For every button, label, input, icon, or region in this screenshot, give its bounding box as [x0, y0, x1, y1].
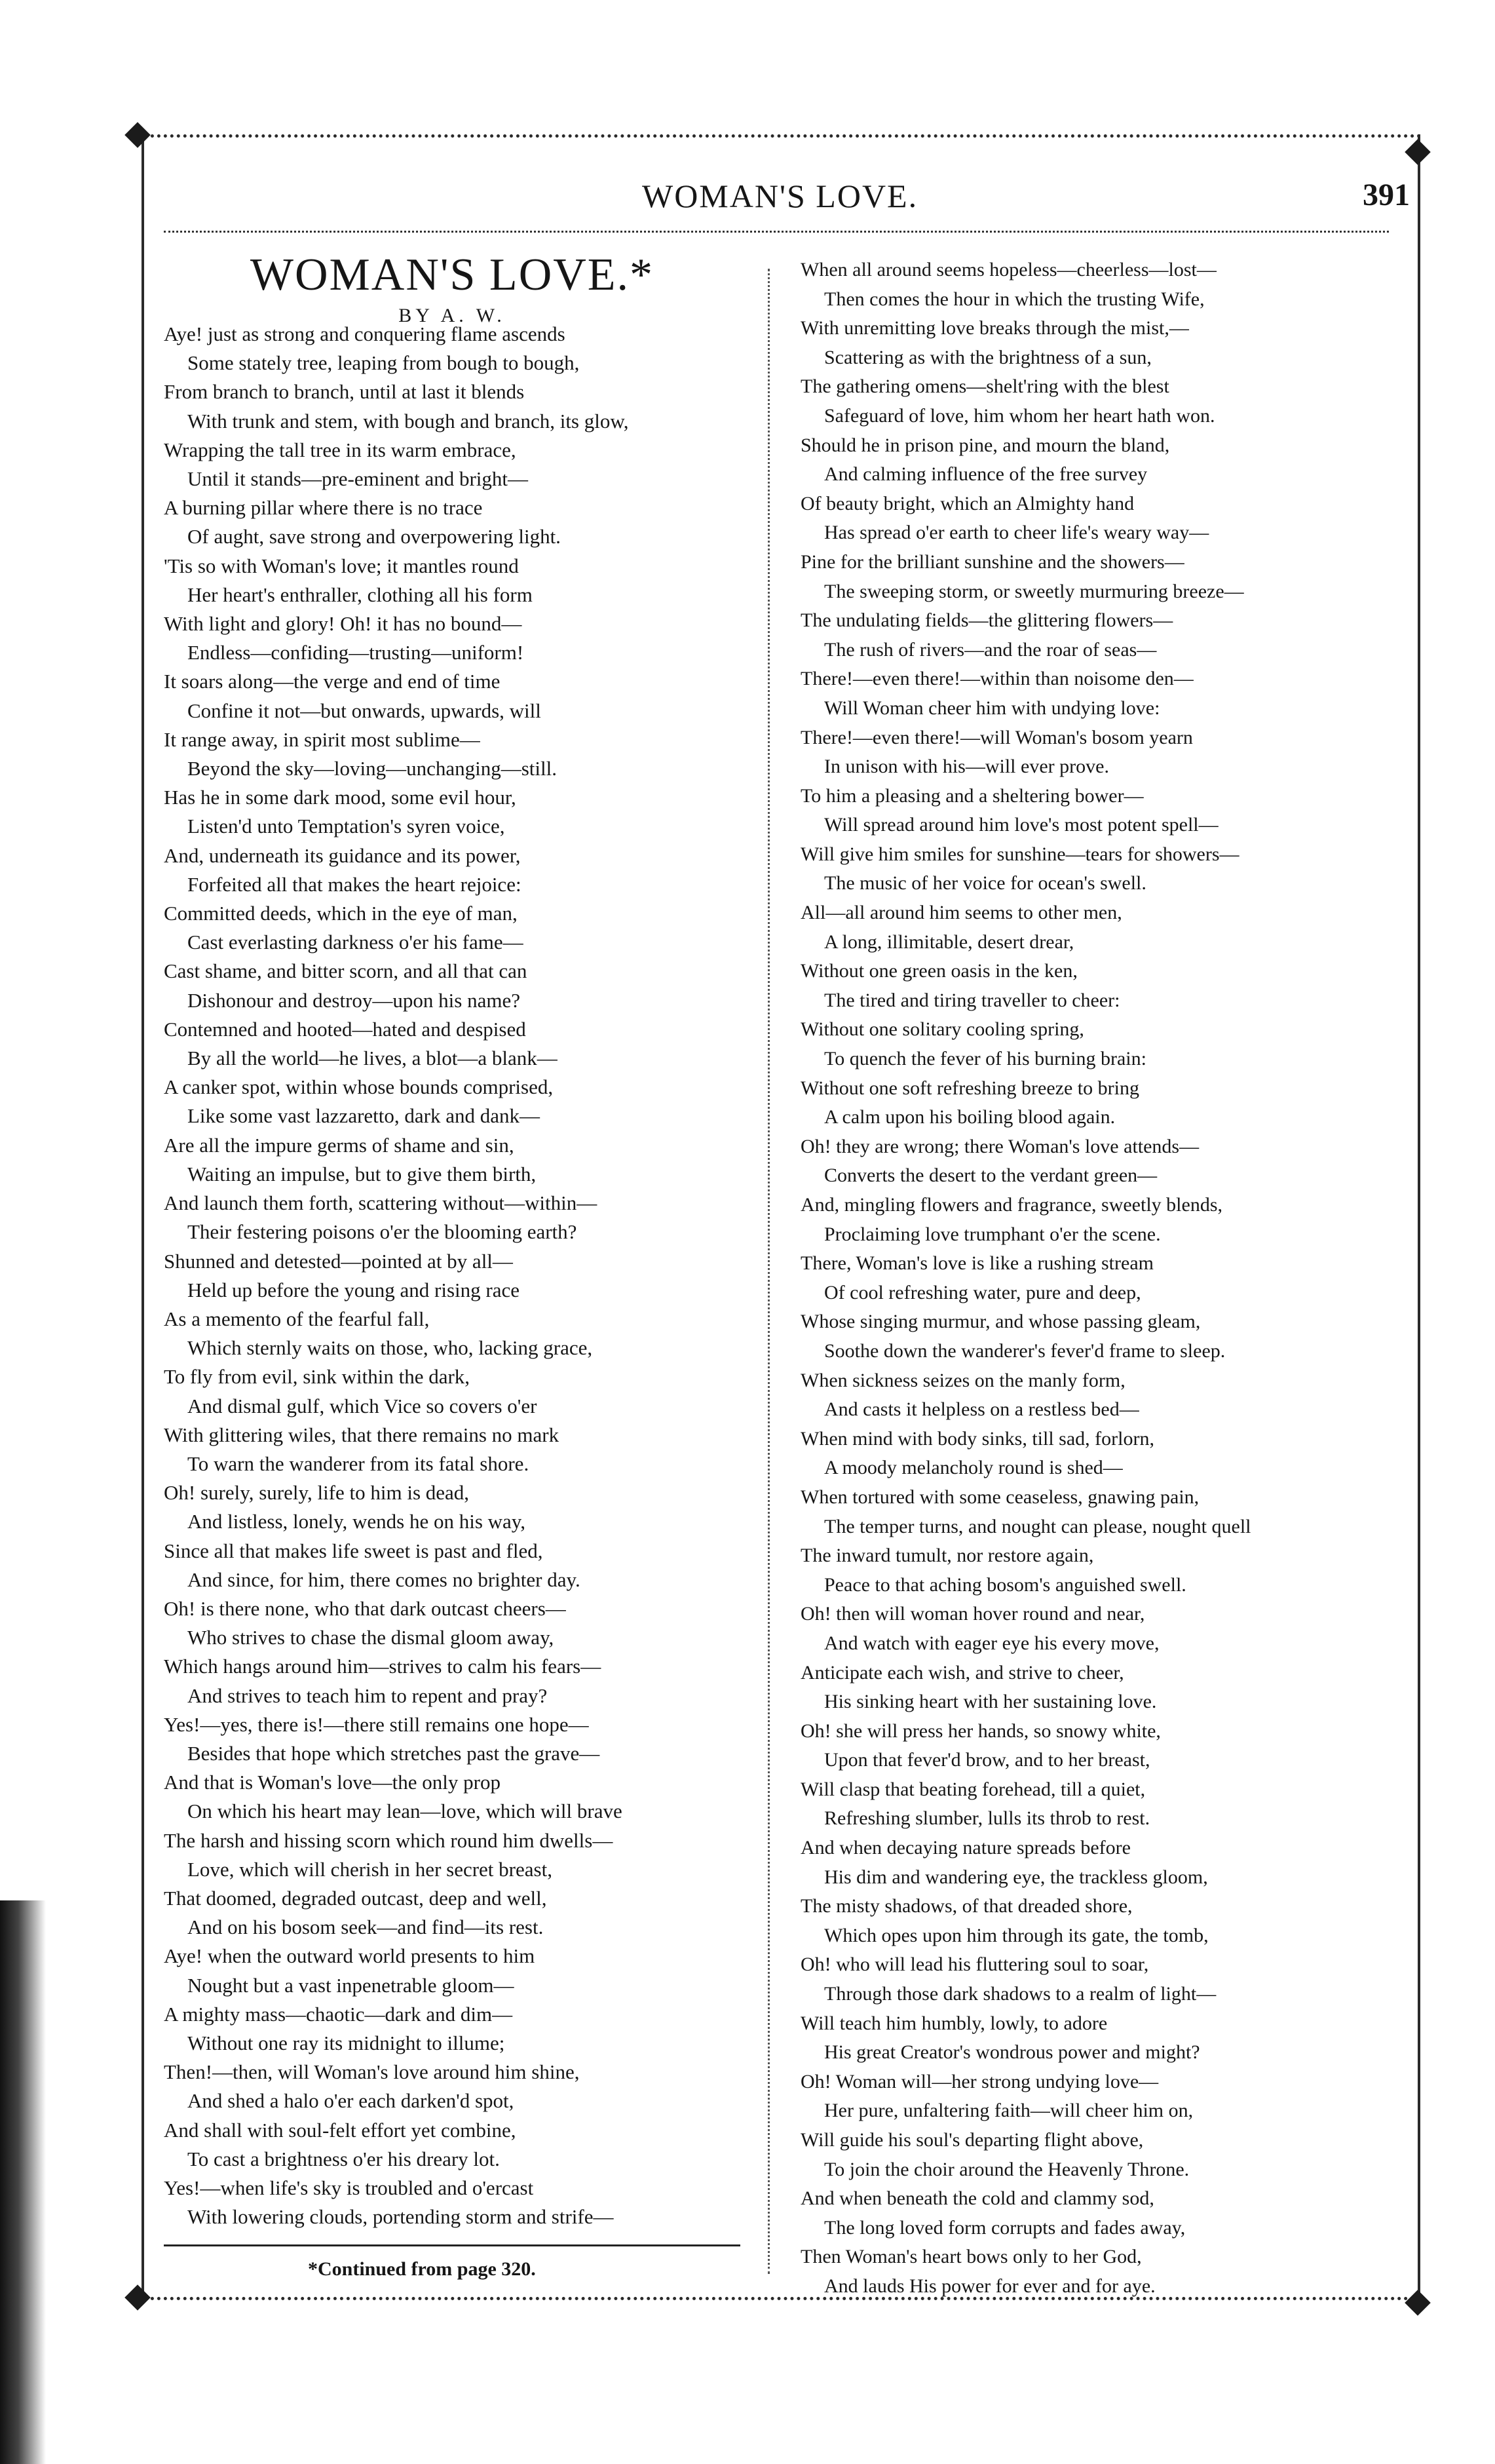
poem-line: Confine it not—but onwards, upwards, will — [187, 699, 541, 722]
poem-line: Dishonour and destroy—upon his name? — [187, 988, 520, 1012]
poem-line: It range away, in spirit most sublime— — [164, 727, 480, 751]
poem-line: A burning pillar where there is no trace — [164, 496, 483, 520]
poem-line: With trunk and stem, with bough and branch, its glow, — [187, 409, 629, 433]
poem-line: To cast a brightness o'er his dreary lot. — [187, 2147, 500, 2170]
poem-line: Safeguard of love, him whom her heart hath won. — [824, 404, 1215, 427]
poem-line: And strives to teach him to repent and pray? — [187, 1684, 548, 1707]
poem-line: Oh! they are wrong; there Woman's love attends— — [801, 1135, 1200, 1157]
page-number: 391 — [1363, 178, 1410, 212]
poem-line: Of aught, save strong and overpowering light. — [187, 525, 561, 549]
poem-line: To warn the wanderer from its fatal shore. — [187, 1452, 529, 1475]
poem-line: It soars along—the verge and end of time — [164, 670, 501, 693]
poem-line: By all the world—he lives, a blot—a blank— — [187, 1047, 558, 1070]
corner-ornament-icon — [1405, 139, 1431, 165]
poem-line: Aye! when the outward world presents to him — [164, 1944, 535, 1968]
poem-line: And launch them forth, scattering without—within— — [164, 1191, 597, 1215]
poem-line: The music of her voice for ocean's swell. — [824, 872, 1146, 895]
poem-line: And shall with soul-felt effort yet combine, — [164, 2118, 516, 2142]
scan-edge-shadow — [0, 1900, 46, 2464]
poem-line: With glittering wiles, that there remains no mark — [164, 1423, 559, 1446]
poem-line: Of beauty bright, which an Almighty hand — [801, 492, 1135, 514]
poem-line: Yes!—yes, there is!—there still remains one hope— — [164, 1712, 589, 1736]
poem-left-column — [164, 320, 753, 2231]
poem-line: On which his heart may lean—love, which will brave — [187, 1800, 622, 1823]
poem-line: Has he in some dark mood, some evil hour, — [164, 786, 516, 809]
poem-line: Will Woman cheer him with undying love: — [824, 697, 1160, 719]
poem-line: His dim and wandering eye, the trackless gloom, — [824, 1866, 1208, 1888]
poem-line: Will clasp that beating forehead, till a quiet, — [801, 1778, 1146, 1800]
poem-line: And, underneath its guidance and its power, — [164, 843, 521, 867]
poem-line: His sinking heart with her sustaining love. — [824, 1691, 1157, 1713]
poem-line: And on his bosom seek—and find—its rest. — [187, 1915, 544, 1939]
poem-line: Yes!—when life's sky is troubled and o'ercast — [164, 2176, 534, 2199]
poem-line: And lauds His power for ever and for aye. — [824, 2275, 1156, 2297]
poem-line: A long, illimitable, desert drear, — [824, 931, 1074, 953]
poem-line: There!—even there!—will Woman's bosom yearn — [801, 726, 1193, 748]
poem-line: The harsh and hissing scorn which round him dwells— — [164, 1828, 613, 1852]
poem-line: Proclaiming love trumphant o'er the scene. — [824, 1223, 1161, 1245]
poem-line: Like some vast lazzaretto, dark and dank— — [187, 1104, 540, 1128]
poem-right-column — [801, 256, 1403, 2301]
poem-line: Their festering poisons o'er the blooming earth? — [187, 1220, 577, 1244]
poem-line: Then comes the hour in which the trusting Wife, — [824, 288, 1205, 310]
poem-line: Oh! Woman will—her strong undying love— — [801, 2070, 1159, 2092]
poem-line: Shunned and detested—pointed at by all— — [164, 1249, 513, 1273]
poem-line: And calming influence of the free survey — [824, 463, 1148, 486]
article-title: WOMAN'S LOVE.* — [250, 250, 654, 300]
poem-line: Who strives to chase the dismal gloom away, — [187, 1626, 554, 1649]
column-divider — [768, 269, 770, 2274]
poem-line: Anticipate each wish, and strive to cheer, — [801, 1661, 1124, 1684]
corner-ornament-icon — [1405, 2290, 1431, 2316]
poem-line: From branch to branch, until at last it blends — [164, 380, 525, 404]
poem-line: Will guide his soul's departing flight above, — [801, 2129, 1144, 2151]
poem-line: A mighty mass—chaotic—dark and dim— — [164, 2002, 513, 2026]
header-rule — [164, 231, 1389, 233]
poem-line: A calm upon his boiling blood again. — [824, 1106, 1116, 1128]
poem-line: Besides that hope which stretches past the grave— — [187, 1741, 600, 1765]
poem-line: Scattering as with the brightness of a sun, — [824, 346, 1152, 368]
poem-line: Peace to that aching bosom's anguished swell. — [824, 1573, 1186, 1596]
poem-line: To him a pleasing and a sheltering bower— — [801, 784, 1144, 807]
poem-line: When sickness seizes on the manly form, — [801, 1369, 1126, 1391]
poem-line: Then!—then, will Woman's love around him shine, — [164, 2060, 580, 2084]
poem-line: Of cool refreshing water, pure and deep, — [824, 1281, 1141, 1303]
poem-line: And casts it helpless on a restless bed— — [824, 1398, 1139, 1421]
poem-line: The inward tumult, nor restore again, — [801, 1545, 1094, 1567]
poem-line: Soothe down the wanderer's fever'd frame to sleep. — [824, 1339, 1226, 1362]
poem-line: When tortured with some ceaseless, gnawing pain, — [801, 1486, 1200, 1508]
poem-line: Love, which will cherish in her secret breast, — [187, 1857, 552, 1881]
poem-line: And listless, lonely, wends he on his way, — [187, 1510, 526, 1533]
poem-line: Some stately tree, leaping from bough to bough, — [187, 351, 580, 375]
poem-line: The rush of rivers—and the roar of seas— — [824, 638, 1157, 661]
poem-line: The gathering omens—shelt'ring with the blest — [801, 375, 1169, 398]
poem-line: Which sternly waits on those, who, lacking grace, — [187, 1336, 593, 1360]
poem-line: Pine for the brilliant sunshine and the showers— — [801, 550, 1184, 573]
poem-line: There, Woman's love is like a rushing stream — [801, 1252, 1154, 1275]
poem-line: Since all that makes life sweet is past and fled, — [164, 1539, 543, 1562]
poem-line: The undulating fields—the glittering flowers— — [801, 609, 1173, 632]
poem-line: Nought but a vast inpenetrable gloom— — [187, 1973, 514, 1997]
poem-line: The sweeping storm, or sweetly murmuring breeze— — [824, 580, 1244, 602]
poem-line: With lowering clouds, portending storm and strife— — [187, 2205, 614, 2229]
poem-line: And that is Woman's love—the only prop — [164, 1771, 501, 1794]
poem-line: Her pure, unfaltering faith—will cheer him on, — [824, 2100, 1194, 2122]
poem-line: His great Creator's wondrous power and might? — [824, 2041, 1200, 2064]
poem-line: Has spread o'er earth to cheer life's weary way— — [824, 522, 1209, 544]
article-byline: BY A. W. — [398, 305, 506, 326]
poem-line: Oh! is there none, who that dark outcast cheers— — [164, 1596, 566, 1620]
poem-line: A moody melancholy round is shed— — [824, 1457, 1123, 1479]
frame-right-border — [1418, 134, 1420, 2297]
poem-line: Waiting an impulse, but to give them birth, — [187, 1162, 537, 1185]
poem-line: Which hangs around him—strives to calm his fears— — [164, 1655, 601, 1678]
poem-line: When mind with body sinks, till sad, forlorn, — [801, 1427, 1154, 1450]
poem-line: In unison with his—will ever prove. — [824, 756, 1109, 778]
poem-line: Committed deeds, which in the eye of man, — [164, 902, 518, 925]
poem-line: To quench the fever of his burning brain: — [824, 1048, 1146, 1070]
poem-line: Will give him smiles for sunshine—tears for showers— — [801, 843, 1240, 865]
poem-line: Oh! she will press her hands, so snowy white, — [801, 1720, 1161, 1742]
poem-line: Aye! just as strong and conquering flame ascends — [164, 322, 565, 345]
footnote: *Continued from page 320. — [308, 2258, 536, 2280]
poem-line: Then Woman's heart bows only to her God, — [801, 2246, 1142, 2268]
poem-line: The long loved form corrupts and fades away, — [824, 2216, 1186, 2239]
poem-line: That doomed, degraded outcast, deep and well, — [164, 1886, 547, 1910]
poem-line: And dismal gulf, which Vice so covers o'er — [187, 1394, 537, 1417]
poem-line: Endless—confiding—trusting—uniform! — [187, 641, 524, 664]
poem-line: And since, for him, there comes no brighter day. — [187, 1568, 580, 1591]
poem-line: And shed a halo o'er each darken'd spot, — [187, 2089, 514, 2113]
poem-line: To join the choir around the Heavenly Throne. — [824, 2158, 1190, 2180]
frame-top-border — [138, 134, 1422, 138]
poem-line: Her heart's enthraller, clothing all his form — [187, 583, 533, 606]
poem-line: Which opes upon him through its gate, the tomb, — [824, 1924, 1209, 1946]
poem-line: Without one solitary cooling spring, — [801, 1018, 1084, 1041]
poem-line: To fly from evil, sink within the dark, — [164, 1365, 470, 1389]
poem-line: All—all around him seems to other men, — [801, 902, 1122, 924]
poem-line: Oh! who will lead his fluttering soul to soar, — [801, 1954, 1149, 1976]
poem-line: When all around seems hopeless—cheerless—lost— — [801, 259, 1217, 280]
poem-line: Forfeited all that makes the heart rejoice: — [187, 872, 521, 896]
poem-line: Cast everlasting darkness o'er his fame— — [187, 931, 523, 954]
poem-line: There!—even there!—within than noisome den— — [801, 668, 1194, 690]
footnote-rule — [164, 2244, 740, 2246]
poem-line: 'Tis so with Woman's love; it mantles round — [164, 554, 519, 577]
poem-line: Oh! then will woman hover round and near, — [801, 1603, 1145, 1625]
poem-line: With unremitting love breaks through the mist,— — [801, 317, 1189, 339]
poem-line: Refreshing slumber, lulls its throb to rest. — [824, 1807, 1150, 1830]
poem-line: And, mingling flowers and fragrance, sweetly blends, — [801, 1194, 1222, 1216]
poem-line: Cast shame, and bitter scorn, and all that can — [164, 959, 527, 983]
poem-line: Without one green oasis in the ken, — [801, 960, 1078, 982]
running-head: WOMAN'S LOVE. — [642, 178, 918, 214]
poem-line: And when beneath the cold and clammy sod, — [801, 2187, 1154, 2210]
poem-line: As a memento of the fearful fall, — [164, 1307, 430, 1330]
poem-line: Are all the impure germs of shame and sin, — [164, 1133, 514, 1157]
poem-line: With light and glory! Oh! it has no bound— — [164, 612, 522, 636]
poem-line: Listen'd unto Temptation's syren voice, — [187, 815, 505, 838]
poem-line: Contemned and hooted—hated and despised — [164, 1017, 526, 1041]
poem-line: Should he in prison pine, and mourn the bland, — [801, 434, 1170, 456]
poem-line: Beyond the sky—loving—unchanging—still. — [187, 757, 557, 780]
poem-line: And watch with eager eye his every move, — [824, 1632, 1160, 1654]
poem-line: Held up before the young and rising race — [187, 1278, 520, 1301]
poem-line: Upon that fever'd brow, and to her breast, — [824, 1749, 1150, 1771]
poem-line: Oh! surely, surely, life to him is dead, — [164, 1481, 470, 1505]
poem-line: The misty shadows, of that dreaded shore, — [801, 1895, 1133, 1917]
poem-line: Through those dark shadows to a realm of light— — [824, 1983, 1217, 2005]
poem-line: Wrapping the tall tree in its warm embrace, — [164, 438, 516, 461]
poem-line: The temper turns, and nought can please, nought quell — [824, 1515, 1251, 1537]
corner-ornament-icon — [124, 2284, 151, 2311]
poem-line: Until it stands—pre-eminent and bright— — [187, 467, 529, 491]
frame-left-border — [142, 134, 144, 2297]
poem-line: Without one ray its midnight to illume; — [187, 2031, 505, 2054]
corner-ornament-icon — [124, 122, 151, 148]
poem-line: The tired and tiring traveller to cheer: — [824, 989, 1120, 1011]
poem-line: Will spread around him love's most potent spell— — [824, 814, 1219, 836]
poem-line: Without one soft refreshing breeze to bring — [801, 1077, 1139, 1099]
poem-line: Converts the desert to the verdant green— — [824, 1165, 1158, 1187]
poem-line: Whose singing murmur, and whose passing gleam, — [801, 1311, 1201, 1333]
poem-line: And when decaying nature spreads before — [801, 1837, 1131, 1859]
poem-line: A canker spot, within whose bounds comprised, — [164, 1075, 554, 1099]
poem-line: Will teach him humbly, lowly, to adore — [801, 2012, 1108, 2034]
